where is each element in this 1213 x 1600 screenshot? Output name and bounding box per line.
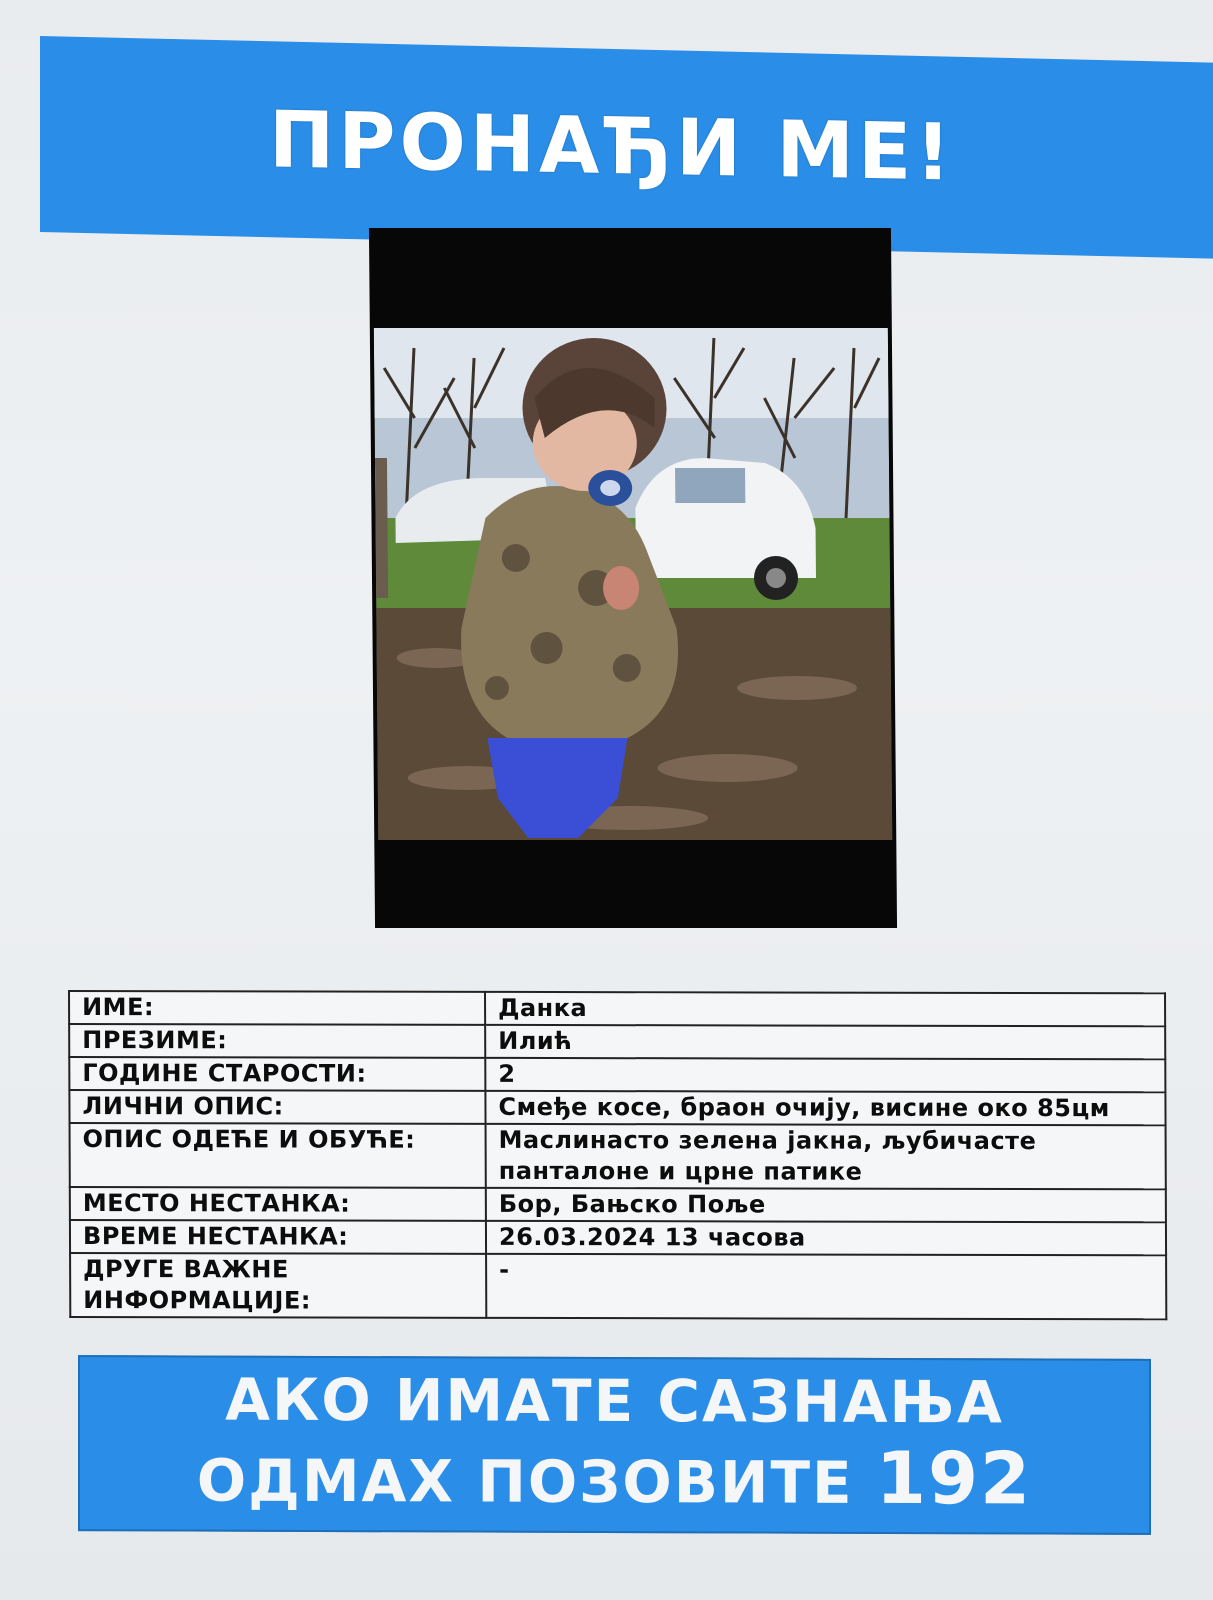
- row-label-description: ЛИЧНИ ОПИС:: [69, 1090, 485, 1124]
- row-label-surname: ПРЕЗИМЕ:: [69, 1024, 485, 1058]
- child-photo-illustration: [374, 328, 892, 840]
- footer-call-text: ОДМАХ ПОЗОВИТЕ: [196, 1446, 854, 1517]
- footer-banner: [78, 1355, 1151, 1535]
- row-value-surname: Илић: [485, 1025, 1165, 1059]
- table-row: [70, 1253, 1166, 1319]
- emergency-number: 192: [875, 1435, 1033, 1521]
- row-label-place: МЕСТО НЕСТАНКА:: [70, 1187, 486, 1221]
- header-banner: [40, 36, 1213, 259]
- table-row: [69, 1057, 1165, 1092]
- row-value-description: Смеђе косе, браон очију, висине око 85цм: [485, 1091, 1165, 1125]
- table-row: [70, 1220, 1166, 1255]
- table-row: [70, 1123, 1166, 1189]
- row-value-other: -: [486, 1254, 1166, 1319]
- row-label-clothing: ОПИС ОДЕЋЕ И ОБУЋЕ:: [70, 1123, 486, 1188]
- child-photo: [374, 328, 892, 840]
- row-value-age: 2: [485, 1058, 1165, 1092]
- row-label-age: ГОДИНЕ СТАРОСТИ:: [69, 1057, 485, 1091]
- row-value-name: Данка: [485, 992, 1165, 1026]
- row-value-time: 26.03.2024 13 часова: [486, 1221, 1166, 1255]
- table-row: [69, 1024, 1165, 1059]
- row-label-time: ВРЕМЕ НЕСТАНКА:: [70, 1220, 486, 1254]
- row-label-other: ДРУГЕ ВАЖНЕ ИНФОРМАЦИЈЕ:: [70, 1253, 486, 1318]
- table-row: [69, 1090, 1165, 1125]
- poster-title: ПРОНАЂИ МЕ!: [268, 95, 955, 199]
- row-value-clothing: Маслинасто зелена јакна, љубичасте панталоне и црне патике: [486, 1124, 1166, 1189]
- details-table: [68, 990, 1167, 1320]
- row-value-place: Бор, Бањско Поље: [486, 1188, 1166, 1222]
- row-label-name: ИМЕ:: [69, 991, 485, 1025]
- table-row: [69, 991, 1165, 1026]
- table-row: [70, 1187, 1166, 1222]
- photo-frame: [369, 228, 897, 928]
- footer-line-1: АКО ИМАТЕ САЗНАЊА: [225, 1365, 1004, 1437]
- footer-line-2: [80, 1433, 1149, 1526]
